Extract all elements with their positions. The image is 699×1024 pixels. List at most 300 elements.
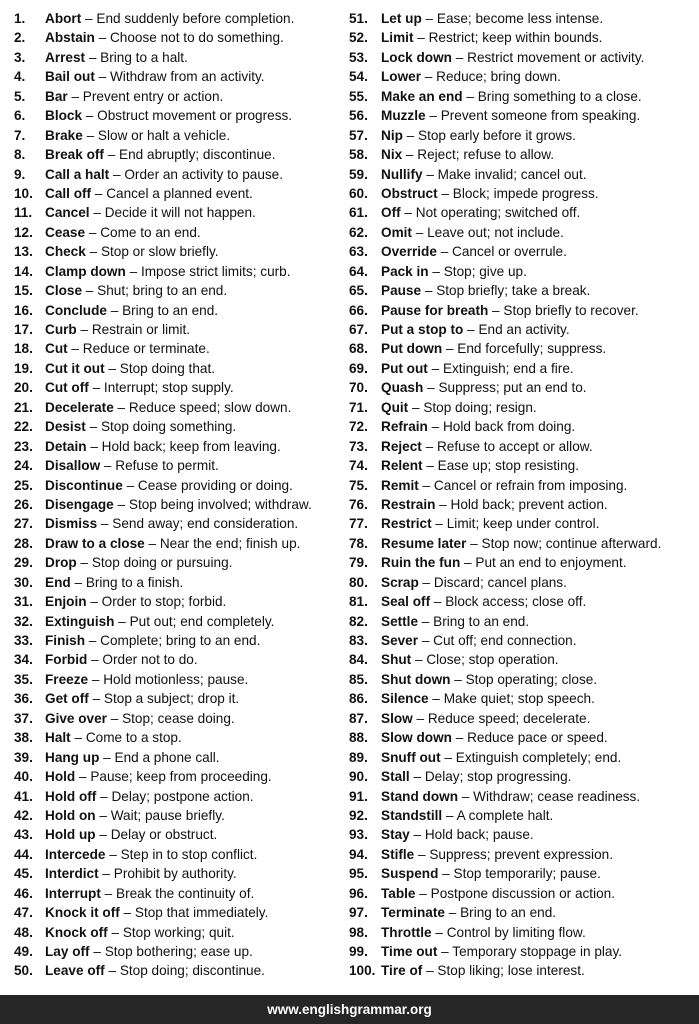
item-term: Hold up [45, 827, 96, 843]
item-separator: – [114, 613, 130, 629]
list-item [349, 417, 695, 436]
item-term: Obstruct [381, 185, 438, 201]
item-definition: Stop now; continue afterward. [481, 535, 662, 551]
item-definition: Hold back; pause. [424, 827, 534, 843]
item-number: 39. [14, 749, 33, 765]
item-separator: – [125, 263, 141, 279]
item-term: Hold on [45, 807, 96, 823]
item-number: 29. [14, 555, 33, 571]
list-item [349, 28, 695, 47]
item-number: 88. [349, 730, 368, 746]
item-definition: Choose not to do something. [109, 30, 284, 46]
item-number: 20. [14, 380, 33, 396]
list-item [14, 184, 336, 203]
item-term: Call a halt [45, 166, 110, 182]
item-term: Brake [45, 127, 83, 143]
item-number: 4. [14, 69, 26, 85]
item-number: 58. [349, 147, 368, 163]
list-item [349, 612, 695, 631]
item-separator: – [96, 788, 112, 804]
list-item [14, 145, 336, 164]
item-definition: Cancel a planned event. [106, 185, 253, 201]
item-number: 80. [349, 574, 368, 590]
item-separator: – [409, 827, 425, 843]
list-item [349, 301, 695, 320]
list-item [349, 398, 695, 417]
list-item [14, 87, 336, 106]
item-definition: Step in to stop conflict. [120, 846, 258, 862]
item-definition: Delay; postpone action. [111, 788, 254, 804]
list-item [349, 9, 695, 28]
item-separator: – [144, 535, 160, 551]
item-term: Hang up [45, 749, 100, 765]
item-separator: – [418, 633, 434, 648]
item-number: 85. [349, 671, 368, 687]
item-number: 25. [14, 477, 33, 493]
item-number: 8. [14, 147, 26, 163]
item-definition: Stop a subject; drop it. [103, 691, 240, 707]
item-separator: – [100, 885, 117, 901]
item-term: Clamp down [45, 263, 126, 279]
list-item [349, 670, 695, 689]
item-separator: – [425, 108, 441, 124]
item-number: 66. [349, 302, 368, 318]
list-item [14, 806, 336, 825]
item-number: 46. [14, 885, 33, 901]
list-item [14, 923, 336, 942]
item-separator: – [85, 419, 101, 435]
list-item [14, 378, 336, 397]
item-separator: – [444, 905, 461, 921]
item-term: Stand down [381, 788, 459, 804]
item-term: Decelerate [45, 399, 114, 415]
list-item [14, 456, 336, 475]
item-definition: Send away; end consideration. [112, 516, 299, 532]
item-term: Let up [381, 11, 422, 26]
item-separator: – [104, 963, 120, 979]
item-separator: – [431, 924, 447, 940]
item-term: Terminate [381, 905, 445, 921]
item-separator: – [85, 224, 101, 240]
item-number: 98. [349, 924, 368, 940]
item-term: Slow [381, 710, 413, 726]
list-item [349, 942, 695, 961]
item-definition: End a phone call. [114, 749, 220, 765]
item-number: 63. [349, 244, 368, 260]
item-separator: – [99, 749, 115, 765]
item-separator: – [430, 594, 446, 610]
item-definition: Order not to do. [102, 652, 198, 668]
item-definition: Pause; keep from proceeding. [90, 769, 272, 785]
item-term: Sever [381, 633, 419, 648]
item-definition: Stop; give up. [443, 263, 527, 279]
item-term: Override [381, 244, 437, 260]
item-term: Omit [381, 224, 412, 240]
list-item [14, 650, 336, 669]
item-term: Put out [381, 360, 428, 376]
item-number: 72. [349, 419, 368, 435]
item-term: Suspend [381, 866, 439, 882]
item-separator: – [421, 11, 437, 26]
item-term: Interrupt [45, 885, 101, 901]
item-definition: Close; stop operation. [426, 652, 559, 668]
item-separator: – [106, 302, 123, 318]
item-definition: End forcefully; suppress. [457, 341, 607, 357]
list-item [349, 650, 695, 669]
item-definition: Hold back from doing. [442, 419, 576, 435]
item-separator: – [88, 380, 104, 396]
item-separator: – [427, 419, 443, 435]
list-item [14, 689, 336, 708]
item-definition: Slow or halt a vehicle. [97, 127, 231, 143]
item-number: 95. [349, 866, 368, 882]
item-definition: Cancel or refrain from imposing. [433, 477, 628, 493]
item-term: Remit [381, 477, 419, 493]
item-definition: Stop temporarily; pause. [453, 866, 601, 882]
list-item [349, 281, 695, 300]
item-term: Bar [45, 88, 68, 104]
item-separator: – [452, 49, 468, 65]
item-separator: – [437, 185, 453, 201]
list-item [14, 165, 336, 184]
list-item [349, 961, 695, 980]
item-number: 89. [349, 749, 368, 765]
item-separator: – [70, 730, 86, 746]
item-number: 11. [14, 205, 33, 221]
item-separator: – [402, 147, 418, 163]
item-separator: – [438, 866, 454, 882]
item-term: Get off [45, 691, 89, 707]
item-term: Pause [381, 283, 422, 299]
list-item [349, 242, 695, 261]
item-definition: Restrict movement or activity. [467, 49, 645, 65]
list-item [349, 534, 695, 553]
item-number: 93. [349, 827, 368, 843]
item-term: Knock off [45, 924, 108, 940]
list-item [14, 903, 336, 922]
item-number: 86. [349, 691, 368, 707]
word-list [0, 9, 699, 984]
item-definition: Reduce or terminate. [82, 341, 210, 357]
item-definition: Restrict; keep within bounds. [428, 30, 603, 46]
list-item [349, 223, 695, 242]
item-number: 96. [349, 885, 368, 901]
item-number: 77. [349, 516, 368, 532]
list-item [14, 787, 336, 806]
item-term: Cease [45, 224, 86, 240]
item-separator: – [411, 224, 428, 240]
item-number: 91. [349, 788, 368, 804]
item-separator: – [113, 496, 129, 512]
item-definition: Make invalid; cancel out. [437, 166, 587, 182]
item-number: 51. [349, 11, 368, 26]
list-item [14, 242, 336, 261]
item-term: Seal off [381, 594, 431, 610]
item-term: Quash [381, 380, 424, 396]
item-definition: Extinguish; end a fire. [442, 360, 574, 376]
item-term: Close [45, 283, 83, 299]
list-item [14, 203, 336, 222]
list-item [349, 203, 695, 222]
item-number: 16. [14, 302, 33, 318]
item-number: 38. [14, 730, 33, 746]
item-definition: Temporary stoppage in play. [452, 944, 623, 959]
item-term: Forbid [45, 652, 88, 668]
item-number: 41. [14, 788, 33, 804]
item-separator: – [105, 846, 121, 862]
list-item [349, 378, 695, 397]
item-term: Cut [45, 341, 68, 357]
item-separator: – [423, 380, 439, 396]
item-number: 35. [14, 671, 33, 687]
item-number: 19. [14, 360, 33, 376]
item-number: 27. [14, 516, 33, 532]
item-term: Settle [381, 613, 419, 629]
item-separator: – [466, 535, 482, 551]
item-separator: – [422, 458, 438, 474]
item-term: Scrap [381, 574, 419, 590]
item-term: Disengage [45, 496, 114, 512]
item-definition: Hold back; keep from leaving. [101, 438, 281, 454]
item-separator: – [418, 613, 434, 629]
item-number: 43. [14, 827, 33, 843]
list-item [349, 923, 695, 942]
item-definition: End an activity. [478, 322, 570, 337]
item-number: 74. [349, 458, 368, 474]
list-item [14, 126, 336, 145]
list-item [349, 359, 695, 378]
item-term: Arrest [45, 49, 86, 65]
item-separator: – [400, 205, 416, 221]
item-term: Pack in [381, 263, 429, 279]
item-number: 83. [349, 633, 368, 648]
list-item [349, 553, 695, 572]
item-number: 53. [349, 49, 368, 65]
item-term: Make an end [381, 88, 463, 104]
item-number: 55. [349, 88, 368, 104]
item-term: Abort [45, 11, 82, 26]
item-number: 17. [14, 322, 33, 337]
item-number: 18. [14, 341, 33, 357]
item-number: 49. [14, 944, 33, 959]
item-definition: Withdraw from an activity. [109, 69, 265, 85]
item-number: 54. [349, 69, 368, 85]
list-item [349, 514, 695, 533]
item-term: Discontinue [45, 477, 123, 493]
item-definition: Hold motionless; pause. [103, 671, 249, 687]
list-item [349, 320, 695, 339]
item-number: 32. [14, 613, 33, 629]
item-number: 24. [14, 458, 33, 474]
item-separator: – [436, 244, 453, 260]
item-definition: Bring to an end. [460, 905, 557, 921]
list-item [14, 825, 336, 844]
item-definition: Stop briefly to recover. [503, 302, 639, 318]
item-definition: Leave out; not include. [427, 224, 564, 240]
item-definition: Order an activity to pause. [124, 166, 284, 182]
item-term: Knock it off [45, 905, 120, 921]
item-separator: – [82, 283, 98, 299]
item-number: 47. [14, 905, 33, 921]
list-item [349, 126, 695, 145]
item-definition: Put out; end completely. [129, 613, 275, 629]
item-number: 3. [14, 49, 26, 65]
item-definition: End suddenly before completion. [96, 11, 295, 26]
item-number: 33. [14, 633, 33, 648]
list-item [14, 670, 336, 689]
item-definition: Cut off; end connection. [433, 633, 577, 648]
list-item [14, 262, 336, 281]
item-separator: – [82, 127, 98, 143]
item-definition: Shut; bring to an end. [97, 283, 228, 299]
item-definition: Reduce speed; decelerate. [427, 710, 591, 726]
item-separator: – [411, 652, 427, 668]
item-number: 28. [14, 535, 33, 551]
item-separator: – [422, 166, 438, 182]
item-term: Nullify [381, 166, 423, 182]
item-number: 65. [349, 283, 368, 299]
item-separator: – [67, 341, 83, 357]
item-definition: Prohibit by authority. [113, 866, 237, 882]
item-term: Halt [45, 730, 71, 746]
item-separator: – [91, 185, 107, 201]
list-item [14, 437, 336, 456]
list-item [14, 631, 336, 650]
item-separator: – [95, 827, 111, 843]
list-item [349, 787, 695, 806]
list-item [14, 961, 336, 980]
item-separator: – [88, 671, 104, 687]
list-item [14, 514, 336, 533]
item-separator: – [421, 283, 437, 299]
item-term: Intercede [45, 846, 106, 862]
item-term: Tire of [381, 963, 423, 979]
item-separator: – [431, 516, 447, 532]
list-item [14, 612, 336, 631]
item-separator: – [89, 944, 105, 959]
item-term: Put down [381, 341, 443, 357]
item-definition: Limit; keep under control. [446, 516, 600, 532]
item-number: 31. [14, 594, 33, 610]
item-definition: Postpone discussion or action. [430, 885, 616, 901]
item-separator: – [412, 710, 428, 726]
item-number: 97. [349, 905, 368, 921]
item-definition: Interrupt; stop supply. [103, 380, 234, 396]
item-definition: Cease providing or doing. [137, 477, 293, 493]
item-definition: Stop doing; resign. [423, 399, 537, 415]
item-separator: – [87, 652, 103, 668]
item-separator: – [460, 555, 476, 571]
item-definition: Delay or obstruct. [110, 827, 218, 843]
item-term: Detain [45, 438, 87, 454]
item-separator: – [463, 322, 479, 337]
list-item [349, 903, 695, 922]
item-term: Slow down [381, 730, 452, 746]
item-separator: – [435, 496, 451, 512]
list-item [349, 573, 695, 592]
item-separator: – [414, 846, 430, 862]
item-term: Throttle [381, 924, 432, 940]
item-definition: Stop doing; discontinue. [119, 963, 265, 979]
item-definition: Ease up; stop resisting. [437, 458, 579, 474]
item-definition: Ease; become less intense. [436, 11, 604, 26]
list-item [349, 476, 695, 495]
list-item [349, 437, 695, 456]
item-definition: Stop early before it grows. [418, 127, 576, 143]
item-definition: Reduce; bring down. [436, 69, 561, 85]
item-number: 73. [349, 438, 368, 454]
item-separator: – [94, 69, 110, 85]
item-separator: – [76, 322, 92, 337]
item-term: Freeze [45, 671, 89, 687]
item-number: 52. [349, 30, 368, 46]
item-term: Hold off [45, 788, 97, 804]
item-definition: Stop doing something. [100, 419, 237, 435]
item-term: Quit [381, 399, 409, 415]
list-item [14, 320, 336, 339]
item-separator: – [85, 633, 101, 648]
item-separator: – [97, 516, 113, 532]
item-number: 12. [14, 224, 33, 240]
item-number: 90. [349, 769, 368, 785]
list-item [349, 689, 695, 708]
item-definition: Obstruct movement or progress. [97, 108, 293, 124]
item-term: Desist [45, 419, 86, 435]
item-definition: Refuse to accept or allow. [436, 438, 593, 454]
item-separator: – [402, 127, 419, 143]
item-separator: – [427, 360, 443, 376]
item-number: 84. [349, 652, 368, 668]
item-separator: – [107, 924, 123, 940]
list-item [349, 184, 695, 203]
item-number: 68. [349, 341, 368, 357]
item-definition: Bring to a finish. [85, 574, 184, 590]
item-number: 21. [14, 399, 33, 415]
item-definition: Bring something to a close. [477, 88, 642, 104]
list-item [14, 573, 336, 592]
item-separator: – [421, 69, 437, 85]
list-item [14, 223, 336, 242]
list-item [14, 398, 336, 417]
item-term: Restrain [381, 496, 436, 512]
list-item [349, 864, 695, 883]
item-separator: – [67, 88, 83, 104]
item-term: Lock down [381, 49, 452, 65]
item-definition: Bring to an end. [433, 613, 530, 629]
footer-website-link[interactable]: www.englishgrammar.org [267, 1002, 432, 1017]
list-item [14, 359, 336, 378]
item-separator: – [415, 885, 431, 901]
item-definition: Order to stop; forbid. [101, 594, 227, 610]
left-column [14, 9, 336, 981]
item-number: 13. [14, 244, 33, 260]
item-number: 75. [349, 477, 368, 493]
item-term: Snuff out [381, 749, 441, 765]
item-number: 59. [349, 166, 368, 182]
item-separator: – [421, 438, 437, 454]
item-separator: – [82, 108, 98, 124]
item-term: Off [381, 205, 401, 221]
item-separator: – [488, 302, 504, 318]
list-item [349, 631, 695, 650]
item-number: 44. [14, 846, 33, 862]
item-separator: – [442, 807, 457, 823]
item-separator: – [85, 49, 101, 65]
item-separator: – [95, 807, 111, 823]
item-definition: Stop doing or pursuing. [91, 555, 233, 571]
list-item [14, 553, 336, 572]
item-term: Break off [45, 147, 104, 163]
